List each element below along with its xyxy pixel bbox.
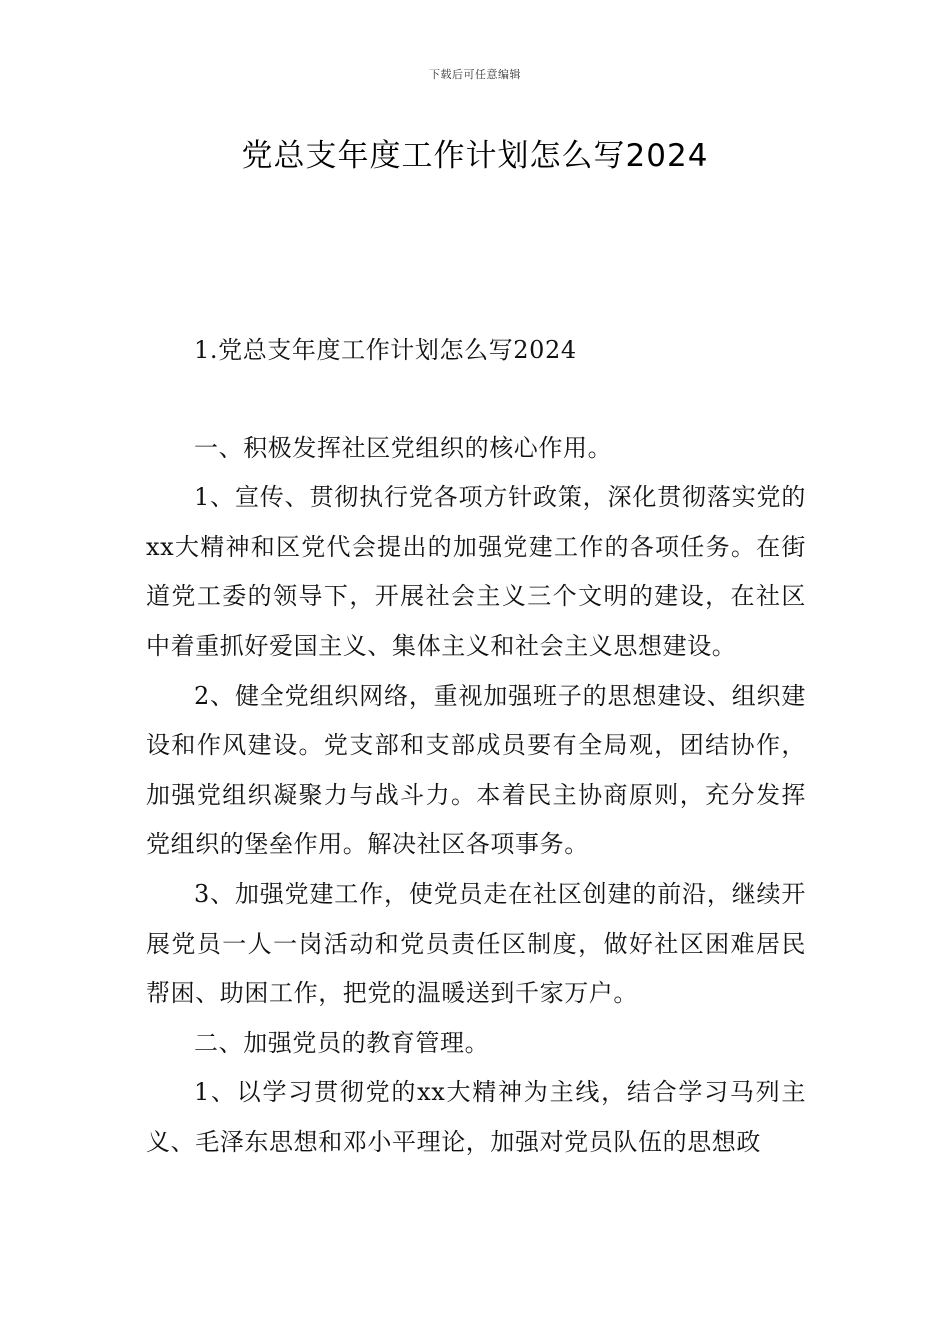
document-body bbox=[146, 326, 806, 1168]
paragraph-gap bbox=[146, 376, 806, 424]
paragraph-subtitle: 1.党总支年度工作计划怎么写2024 bbox=[194, 336, 577, 364]
paragraph-item-1-3: 3、加强党建工作，使党员走在社区创建的前沿，继续开展党员一人一岗活动和党员责任区制度，做好社区困难居民帮困、助困工作，把党的温暖送到千家万户。 bbox=[146, 879, 806, 1008]
paragraph-item-1-2: 2、健全党组织网络，重视加强班子的思想建设、组织建设和作风建设。党支部和支部成员要有全局观，团结协作，加强党组织凝聚力与战斗力。本着民主协商原则，充分发挥党组织的堡垒作用。解决社区各项事务。 bbox=[146, 681, 806, 859]
paragraph-item-1-1: 1、宣传、贯彻执行党各项方针政策，深化贯彻落实党的xx大精神和区党代会提出的加强党建工作的各项任务。在街道党工委的领导下，开展社会主义三个文明的建设，在社区中着重抓好爱国主义、集体主义和社会主义思想建设。 bbox=[146, 483, 806, 660]
document-title: 党总支年度工作计划怎么写2024 bbox=[241, 138, 709, 174]
paragraph-section-2: 二、加强党员的教育管理。 bbox=[194, 1028, 490, 1057]
paragraph-section-1: 一、积极发挥社区党组织的核心作用。 bbox=[194, 433, 613, 462]
header-note: 下载后可任意编辑 bbox=[429, 68, 521, 81]
paragraph-item-2-1: 1、以学习贯彻党的xx大精神为主线，结合学习马列主义、毛泽东思想和邓小平理论，加强对党员队伍的思想政 bbox=[146, 1078, 806, 1156]
